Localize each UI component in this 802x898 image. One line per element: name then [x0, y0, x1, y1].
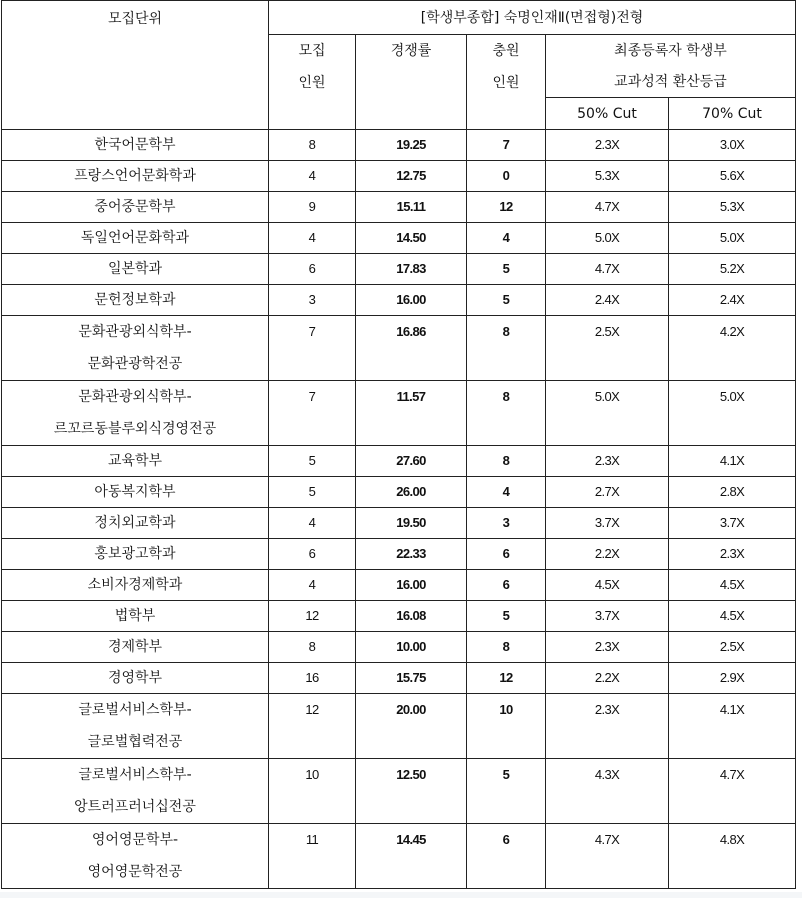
cell-unit-name: [2, 824, 269, 889]
cell-extra: 12: [467, 663, 546, 694]
header-recruit: [269, 35, 356, 130]
cell-cut50: 2.2X: [546, 539, 669, 570]
cell-unit-name: [2, 446, 269, 477]
unit-name-line1: 문화관광외식학부-: [78, 389, 192, 405]
cell-competition-rate: 12.50: [356, 759, 467, 824]
table-row: [2, 694, 796, 759]
header-row-1: [2, 1, 796, 35]
cell-competition-rate: 19.25: [356, 130, 467, 161]
cell-competition-rate: 15.11: [356, 192, 467, 223]
cell-unit-name: [2, 601, 269, 632]
cell-recruit: 3: [269, 285, 356, 316]
header-final-line2: 교과성적 환산등급: [546, 67, 796, 98]
cell-extra: 5: [467, 254, 546, 285]
cell-cut70: 2.3X: [669, 539, 796, 570]
cell-cut70: 4.5X: [669, 601, 796, 632]
cell-unit-name: [2, 254, 269, 285]
table-row: [2, 477, 796, 508]
unit-name-line1: 영어영문학부-: [91, 832, 179, 848]
cell-extra: 4: [467, 477, 546, 508]
cell-cut50: 2.3X: [546, 446, 669, 477]
header-cut50: 50% Cut: [546, 98, 669, 130]
cell-competition-rate: 20.00: [356, 694, 467, 759]
table-row: [2, 223, 796, 254]
cell-unit-name: [2, 381, 269, 446]
cell-recruit: 7: [269, 381, 356, 446]
cell-extra: 8: [467, 381, 546, 446]
cell-cut50: 2.3X: [546, 130, 669, 161]
cell-extra: 7: [467, 130, 546, 161]
table-row: [2, 130, 796, 161]
cell-competition-rate: 26.00: [356, 477, 467, 508]
header-competition: 경쟁률: [356, 35, 467, 130]
cell-extra: 12: [467, 192, 546, 223]
unit-name-line2: 영어영문학전공: [87, 864, 183, 880]
table-row: [2, 601, 796, 632]
cell-competition-rate: 16.00: [356, 285, 467, 316]
cell-competition-rate: 10.00: [356, 632, 467, 663]
cell-extra: 8: [467, 316, 546, 381]
header-recruit-line2: 인원: [298, 75, 326, 91]
cell-cut70: 5.0X: [669, 223, 796, 254]
cell-cut70: 5.0X: [669, 381, 796, 446]
cell-cut70: 5.6X: [669, 161, 796, 192]
table-row: [2, 570, 796, 601]
cell-competition-rate: 12.75: [356, 161, 467, 192]
cell-cut70: 4.8X: [669, 824, 796, 889]
cell-cut50: 2.5X: [546, 316, 669, 381]
cell-cut70: 2.9X: [669, 663, 796, 694]
header-extra: [467, 35, 546, 130]
cell-cut50: 2.7X: [546, 477, 669, 508]
cell-competition-rate: 16.08: [356, 601, 467, 632]
unit-name-line1: 한국어문학부: [94, 137, 176, 153]
cell-cut50: 2.4X: [546, 285, 669, 316]
cell-cut70: 3.0X: [669, 130, 796, 161]
cell-cut50: 4.7X: [546, 192, 669, 223]
cell-recruit: 5: [269, 477, 356, 508]
cell-competition-rate: 14.50: [356, 223, 467, 254]
table-row: [2, 381, 796, 446]
cell-competition-rate: 19.50: [356, 508, 467, 539]
table-row: [2, 663, 796, 694]
unit-name-line1: 홍보광고학과: [94, 546, 176, 562]
cell-unit-name: [2, 508, 269, 539]
cell-cut70: 4.5X: [669, 570, 796, 601]
unit-name-line1: 경제학부: [107, 639, 163, 655]
cell-recruit: 9: [269, 192, 356, 223]
unit-name-line1: 교육학부: [107, 453, 163, 469]
cell-unit-name: [2, 663, 269, 694]
table-row: [2, 446, 796, 477]
cell-extra: 6: [467, 570, 546, 601]
cell-unit-name: [2, 130, 269, 161]
cell-unit-name: [2, 223, 269, 254]
unit-name-line2: 글로벌협력전공: [87, 734, 183, 750]
cell-competition-rate: 11.57: [356, 381, 467, 446]
cell-recruit: 4: [269, 508, 356, 539]
cell-extra: 10: [467, 694, 546, 759]
cell-recruit: 4: [269, 161, 356, 192]
unit-name-line1: 프랑스언어문화학과: [74, 168, 196, 184]
cell-cut70: 2.5X: [669, 632, 796, 663]
cell-cut50: 4.7X: [546, 254, 669, 285]
cell-recruit: 10: [269, 759, 356, 824]
header-recruit-line1: 모집: [298, 43, 326, 59]
cell-extra: 6: [467, 824, 546, 889]
header-extra-line1: 충원: [492, 43, 520, 59]
unit-name-line1: 소비자경제학과: [87, 577, 183, 593]
cell-recruit: 8: [269, 130, 356, 161]
cell-unit-name: [2, 570, 269, 601]
unit-name-line1: 중어중문학부: [94, 199, 176, 215]
cell-competition-rate: 27.60: [356, 446, 467, 477]
cell-unit-name: [2, 316, 269, 381]
cell-cut50: 3.7X: [546, 508, 669, 539]
cell-extra: 6: [467, 539, 546, 570]
cell-cut70: 3.7X: [669, 508, 796, 539]
cell-competition-rate: 15.75: [356, 663, 467, 694]
header-extra-line2: 인원: [492, 75, 520, 91]
cell-extra: 8: [467, 632, 546, 663]
cell-cut70: 5.2X: [669, 254, 796, 285]
bottom-edge: [0, 892, 802, 898]
cell-cut70: 2.4X: [669, 285, 796, 316]
header-unit: 모집단위: [2, 1, 269, 130]
table-row: [2, 316, 796, 381]
unit-name-line1: 문화관광외식학부-: [78, 324, 192, 340]
cell-recruit: 11: [269, 824, 356, 889]
unit-name-line2: 르꼬르동블루외식경영전공: [53, 421, 217, 437]
cell-cut70: 2.8X: [669, 477, 796, 508]
cell-recruit: 6: [269, 539, 356, 570]
cell-cut50: 4.3X: [546, 759, 669, 824]
cell-cut70: 4.2X: [669, 316, 796, 381]
table-row: [2, 254, 796, 285]
cell-unit-name: [2, 161, 269, 192]
admissions-table: [1, 0, 796, 889]
cell-extra: 5: [467, 759, 546, 824]
unit-name-line1: 법학부: [114, 608, 156, 624]
unit-name-line2: 문화관광학전공: [87, 356, 183, 372]
table-row: [2, 824, 796, 889]
cell-cut50: 2.2X: [546, 663, 669, 694]
unit-name-line2: 앙트러프러너십전공: [74, 799, 196, 815]
table-row: [2, 285, 796, 316]
cell-competition-rate: 16.86: [356, 316, 467, 381]
cell-cut50: 5.0X: [546, 381, 669, 446]
cell-unit-name: [2, 759, 269, 824]
cell-extra: 5: [467, 601, 546, 632]
cell-unit-name: [2, 632, 269, 663]
cell-competition-rate: 22.33: [356, 539, 467, 570]
cell-cut70: 5.3X: [669, 192, 796, 223]
cell-cut70: 4.1X: [669, 694, 796, 759]
cell-extra: 5: [467, 285, 546, 316]
unit-name-line1: 글로벌서비스학부-: [78, 702, 192, 718]
cell-competition-rate: 16.00: [356, 570, 467, 601]
cell-cut50: 5.3X: [546, 161, 669, 192]
table-row: [2, 508, 796, 539]
cell-cut50: 5.0X: [546, 223, 669, 254]
unit-name-line1: 정치외교학과: [94, 515, 176, 531]
cell-cut50: 2.3X: [546, 694, 669, 759]
cell-competition-rate: 14.45: [356, 824, 467, 889]
cell-recruit: 5: [269, 446, 356, 477]
cell-cut50: 2.3X: [546, 632, 669, 663]
cell-recruit: 4: [269, 223, 356, 254]
cell-cut70: 4.7X: [669, 759, 796, 824]
cell-recruit: 12: [269, 694, 356, 759]
cell-recruit: 6: [269, 254, 356, 285]
cell-recruit: 12: [269, 601, 356, 632]
unit-name-line1: 아동복지학부: [94, 484, 176, 500]
cell-unit-name: [2, 285, 269, 316]
cell-extra: 8: [467, 446, 546, 477]
cell-recruit: 16: [269, 663, 356, 694]
cell-cut50: 3.7X: [546, 601, 669, 632]
table-row: [2, 759, 796, 824]
cell-recruit: 7: [269, 316, 356, 381]
cell-extra: 0: [467, 161, 546, 192]
unit-name-line1: 문헌정보학과: [94, 292, 176, 308]
table-row: [2, 161, 796, 192]
cell-extra: 4: [467, 223, 546, 254]
cell-recruit: 8: [269, 632, 356, 663]
cell-unit-name: [2, 539, 269, 570]
cell-unit-name: [2, 192, 269, 223]
unit-name-line1: 독일언어문화학과: [80, 230, 190, 246]
header-cut70: 70% Cut: [669, 98, 796, 130]
cell-recruit: 4: [269, 570, 356, 601]
table-row: [2, 192, 796, 223]
cell-competition-rate: 17.83: [356, 254, 467, 285]
cell-unit-name: [2, 694, 269, 759]
cell-cut50: 4.5X: [546, 570, 669, 601]
cell-unit-name: [2, 477, 269, 508]
header-final-line1: 최종등록자 학생부: [546, 35, 796, 67]
unit-name-line1: 일본학과: [107, 261, 163, 277]
unit-name-line1: 글로벌서비스학부-: [78, 767, 192, 783]
table-row: [2, 539, 796, 570]
unit-name-line1: 경영학부: [107, 670, 163, 686]
cell-extra: 3: [467, 508, 546, 539]
table-row: [2, 632, 796, 663]
header-program: [학생부종합] 숙명인재Ⅱ(면접형)전형: [269, 1, 796, 35]
table-body: [2, 1, 796, 889]
cell-cut70: 4.1X: [669, 446, 796, 477]
cell-cut50: 4.7X: [546, 824, 669, 889]
